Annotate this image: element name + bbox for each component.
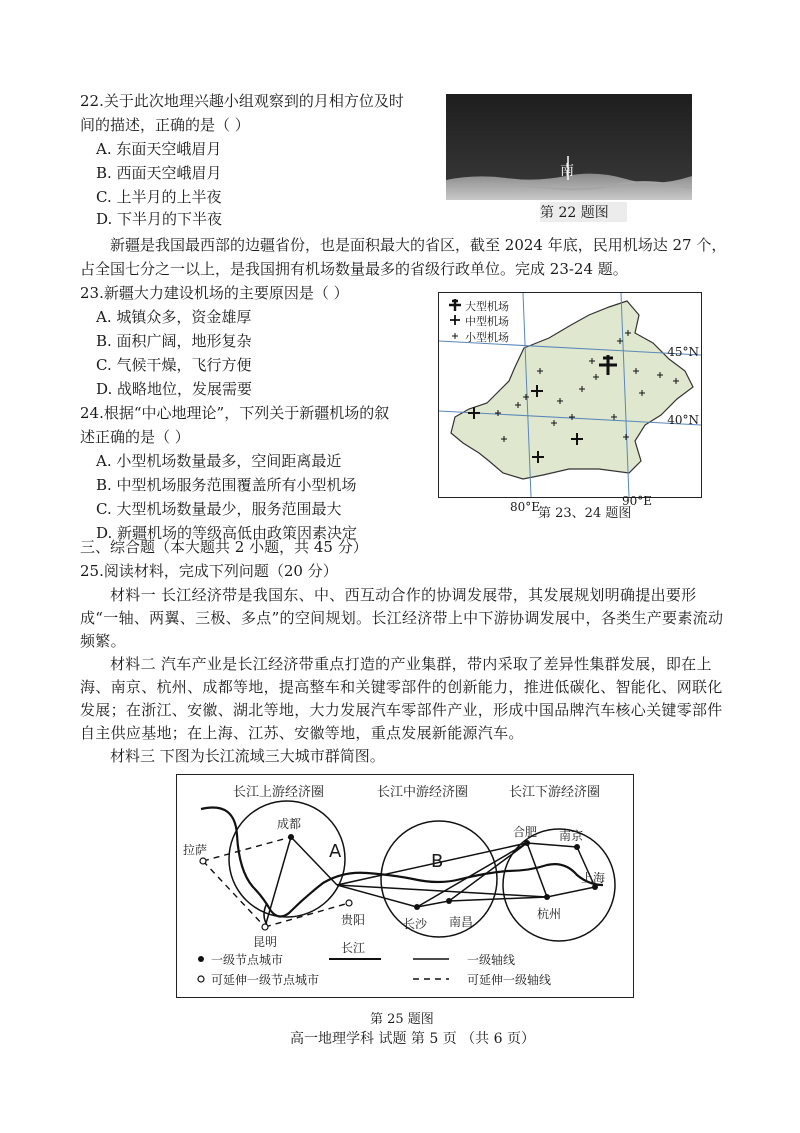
node-hangzhou [544, 894, 550, 900]
city-hangzhou: 杭州 [537, 907, 562, 921]
q23-stem: 23.新疆大力建设机场的主要原因是（ ） [80, 284, 349, 302]
q22-stem-line2: 间的描述，正确的是（ ） [80, 116, 250, 134]
lat-label-45n: 45°N [667, 345, 699, 359]
city-changsha: 长沙 [403, 917, 428, 931]
city-hefei: 合肥 [513, 825, 538, 839]
large-airport-legend-icon [449, 299, 461, 311]
map-legend [449, 299, 461, 339]
lon-label-90e: 90°E [622, 494, 653, 508]
south-direction-label: 南 [560, 163, 574, 179]
q22-option-b: B. 西面天空峨眉月 [96, 164, 222, 182]
fig25-caption: 第 25 题图 [370, 1012, 434, 1027]
q24-option-b: B. 中型机场服务范围覆盖所有小型机场 [96, 476, 357, 494]
node-hefei [524, 840, 530, 846]
city-kunming: 昆明 [253, 935, 278, 949]
q24-option-a: A. 小型机场数量最多，空间距离最近 [96, 452, 342, 470]
map-caption: 第 23、24 题图 [538, 506, 632, 521]
city-lhasa: 拉萨 [183, 843, 208, 857]
city-nanjing: 南京 [559, 829, 584, 843]
legend-ext-node-icon [198, 976, 204, 982]
yangtze-city-cluster-figure [176, 774, 634, 998]
lon-label-80e: 80°E [510, 500, 541, 514]
page-footer: 高一地理学科 试题 第 5 页 （共 6 页） [290, 1031, 535, 1047]
city-shanghai: 上海 [581, 871, 606, 885]
city-guiyang: 贵阳 [341, 913, 366, 927]
q22-option-c: C. 上半月的上半夜 [96, 188, 222, 206]
legend-node-label: 一级节点城市 [211, 953, 284, 967]
q23-option-c: C. 气候干燥，飞行方便 [96, 356, 252, 374]
node-guiyang [346, 900, 352, 906]
legend-river-label: 长江 [341, 941, 366, 955]
q25-material-3: 材料三 下图为长江流域三大城市群简图。 [110, 747, 385, 765]
intro-23-24-line2: 占全国七分之一以上，是我国拥有机场数量最多的省级行政单位。完成 23-24 题。 [80, 260, 628, 278]
node-nanjing [574, 844, 580, 850]
lat-label-40n: 40°N [667, 413, 699, 427]
q22-figure-caption: 第 22 题图 [540, 202, 627, 222]
medium-airport-legend-icon [450, 315, 460, 325]
yangtze-river [201, 807, 606, 916]
q25-material-2: 材料二 汽车产业是长江经济带重点打造的产业集群，带内采取了差异性集群发展，即在上海、南京、杭州、成都等地，提高整车和关键零部件的创新能力，推进低碳化、智能化、网联化发展；在浙江、安徽、湖北等地，大力发展汽车零部件产业，形成中国品牌汽车核心关键零部件自主供应基地；在上海、江苏、安徽等地，重点发展新能源汽车。 [80, 655, 723, 742]
legend-node-icon [198, 956, 204, 962]
q22-option-a: A. 东面天空峨眉月 [96, 140, 222, 158]
legend-large-airport: 大型机场 [465, 300, 509, 313]
q22-option-d: D. 下半月的下半夜 [96, 210, 223, 228]
q23-option-a: A. 城镇众多，资金雄厚 [96, 308, 252, 326]
q22-moon-figure [446, 94, 692, 200]
city-nanchang: 南昌 [449, 915, 474, 929]
intro-23-24-line1: 新疆是我国最西部的边疆省份，也是面积最大的省区，截至 2024 年底，民用机场达 27 个， [110, 236, 727, 254]
q25-stem: 25.阅读材料，完成下列问题（20 分） [80, 562, 338, 580]
node-kunming [262, 924, 268, 930]
moon-scene [446, 94, 692, 200]
city-chengdu: 成都 [277, 817, 302, 831]
circle-label-a: A [329, 841, 342, 862]
node-changsha [414, 904, 420, 910]
q22-stem-line1: 22.关于此次地理兴趣小组观察到的月相方位及时 [80, 92, 404, 110]
legend-axis-label: 一级轴线 [467, 953, 516, 967]
legend-ext-node-label: 可延伸一级节点城市 [211, 973, 320, 987]
q23-option-d: D. 战略地位，发展需要 [96, 380, 253, 398]
circle-label-b: B [431, 851, 444, 872]
node-nanchang [446, 898, 452, 904]
node-chengdu [288, 834, 294, 840]
region-upstream: 长江上游经济圈 [233, 785, 325, 800]
region-midstream: 长江中游经济圈 [377, 785, 469, 800]
q24-option-d: D. 新疆机场的等级高低由政策因素决定 [96, 524, 358, 542]
extensible-axis-lines [203, 837, 349, 927]
xinjiang-airport-map [438, 292, 702, 498]
q23-option-b: B. 面积广阔，地形复杂 [96, 332, 252, 350]
node-lhasa [200, 858, 206, 864]
q24-stem-line2: 述正确的是（ ） [80, 428, 190, 446]
legend-medium-airport: 中型机场 [465, 315, 509, 328]
legend-ext-axis-label: 可延伸一级轴线 [467, 973, 552, 987]
legend-small-airport: 小型机场 [465, 331, 509, 344]
q25-material-1: 材料一 长江经济带是我国东、中、西互动合作的协调发展带，其发展规划明确提出要形成“一轴、两翼、三极、多点”的空间规划。长江经济带上中下游协调发展中，各类生产要素流动频繁。 [80, 586, 724, 650]
region-downstream: 长江下游经济圈 [509, 785, 601, 800]
small-airport-legend-icon [452, 333, 458, 339]
q24-stem-line1: 24.根据“中心地理论”，下列关于新疆机场的叙 [80, 404, 390, 422]
section-3-heading: 三、综合题（本大题共 2 小题，共 45 分） [80, 538, 368, 556]
q24-option-c: C. 大型机场数量最少，服务范围最大 [96, 500, 342, 518]
